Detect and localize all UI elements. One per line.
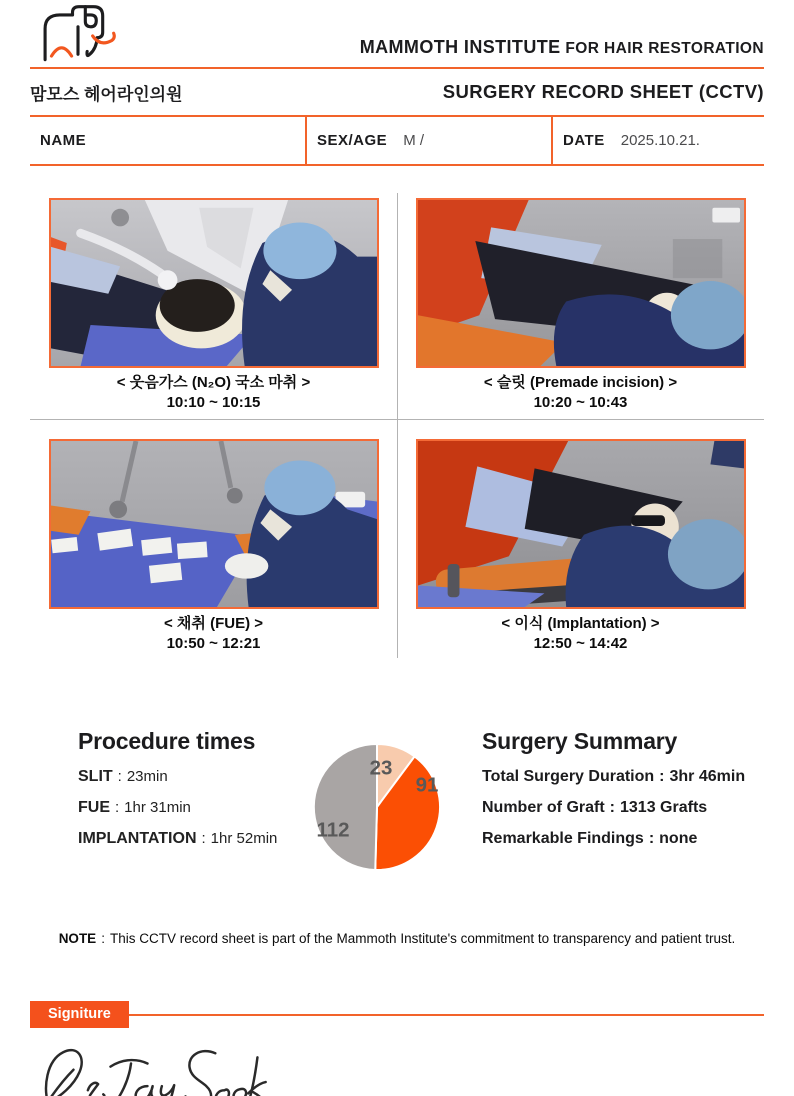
note-text: This CCTV record sheet is part of the Mammoth Institute's commitment to transparency and patient trust. bbox=[109, 931, 736, 946]
sex-age-value: M / bbox=[403, 132, 425, 149]
photo-caption bbox=[501, 614, 659, 654]
surgery-summary-block bbox=[452, 728, 760, 848]
patient-info-table bbox=[30, 115, 764, 166]
summary-line: Number of Graft : 1313 Grafts bbox=[482, 799, 708, 816]
caption-time: 12:50 ~ 14:42 bbox=[533, 635, 628, 652]
photo-caption bbox=[164, 614, 263, 654]
pie-label-slit: 23 bbox=[369, 756, 393, 780]
caption-time: 10:50 ~ 12:21 bbox=[166, 635, 261, 652]
name-label: NAME bbox=[40, 132, 87, 149]
caption-text: < 슬릿 (Premade incision) > bbox=[483, 374, 678, 391]
cctv-photo-anesthesia bbox=[49, 198, 379, 368]
grid-vertical-divider bbox=[397, 193, 398, 658]
cctv-photo-implantation bbox=[416, 439, 746, 609]
summary-line: Remarkable Findings : none bbox=[482, 830, 698, 847]
pie-slice-implantation bbox=[314, 744, 377, 870]
cctv-photo-grid bbox=[30, 190, 764, 664]
sex-age-cell bbox=[305, 117, 553, 164]
surgery-summary-title: Surgery Summary bbox=[482, 728, 678, 754]
photo-cell-slit bbox=[397, 190, 764, 423]
photo-cell-implantation bbox=[397, 423, 764, 664]
institute-suffix: FOR HAIR RESTORATION bbox=[565, 40, 764, 57]
doctor-signature bbox=[38, 1044, 296, 1096]
photo-cell-fue bbox=[30, 423, 397, 664]
header bbox=[30, 0, 764, 67]
pie-label-implantation: 112 bbox=[316, 818, 350, 842]
procedure-times-block bbox=[78, 728, 302, 848]
procedure-times-title: Procedure times bbox=[78, 728, 256, 754]
signature-row bbox=[30, 1001, 764, 1028]
caption-time: 10:20 ~ 10:43 bbox=[533, 394, 628, 411]
name-cell bbox=[30, 117, 305, 164]
clinic-name-kr: 맘모스 헤어라인의원 bbox=[30, 84, 183, 104]
signature-badge: Signiture bbox=[30, 1001, 129, 1028]
cctv-photo-fue bbox=[49, 439, 379, 609]
procedure-time-item: FUE : 1hr 31min bbox=[78, 799, 191, 816]
grid-horizontal-divider bbox=[30, 419, 764, 420]
summary-line: Total Surgery Duration : 3hr 46min bbox=[482, 768, 746, 785]
pie-label-fue: 91 bbox=[415, 773, 439, 797]
cctv-photo-slit bbox=[416, 198, 746, 368]
note-line: NOTE : This CCTV record sheet is part of the Mammoth Institute's commitment to transparency and patient trust. bbox=[58, 931, 736, 946]
institute-title bbox=[360, 37, 764, 67]
photo-caption bbox=[117, 373, 310, 413]
photo-cell-anesthesia bbox=[30, 190, 397, 423]
note-label: NOTE bbox=[58, 931, 97, 946]
procedure-time-item: SLIT : 23min bbox=[78, 768, 168, 785]
photo-caption bbox=[484, 373, 677, 413]
subheader bbox=[30, 69, 764, 115]
caption-text: < 웃음가스 (N₂O) 국소 마취 > bbox=[116, 374, 311, 391]
stats-section bbox=[34, 728, 760, 887]
sex-age-label: SEX/AGE bbox=[317, 132, 388, 149]
date-cell bbox=[553, 117, 764, 164]
date-label: DATE bbox=[563, 132, 605, 149]
mammoth-logo-icon bbox=[34, 3, 122, 67]
caption-time: 10:10 ~ 10:15 bbox=[166, 394, 261, 411]
caption-text: < 채취 (FUE) > bbox=[164, 615, 263, 632]
caption-text: < 이식 (Implantation) > bbox=[501, 615, 660, 632]
institute-name: MAMMOTH INSTITUTE bbox=[359, 37, 561, 57]
procedure-time-item: IMPLANTATION : 1hr 52min bbox=[78, 830, 278, 847]
date-value: 2025.10.21. bbox=[620, 132, 700, 149]
procedure-times-pie-chart bbox=[302, 732, 452, 887]
sheet-title: SURGERY RECORD SHEET (CCTV) bbox=[442, 81, 764, 102]
signature-line bbox=[129, 1014, 764, 1016]
